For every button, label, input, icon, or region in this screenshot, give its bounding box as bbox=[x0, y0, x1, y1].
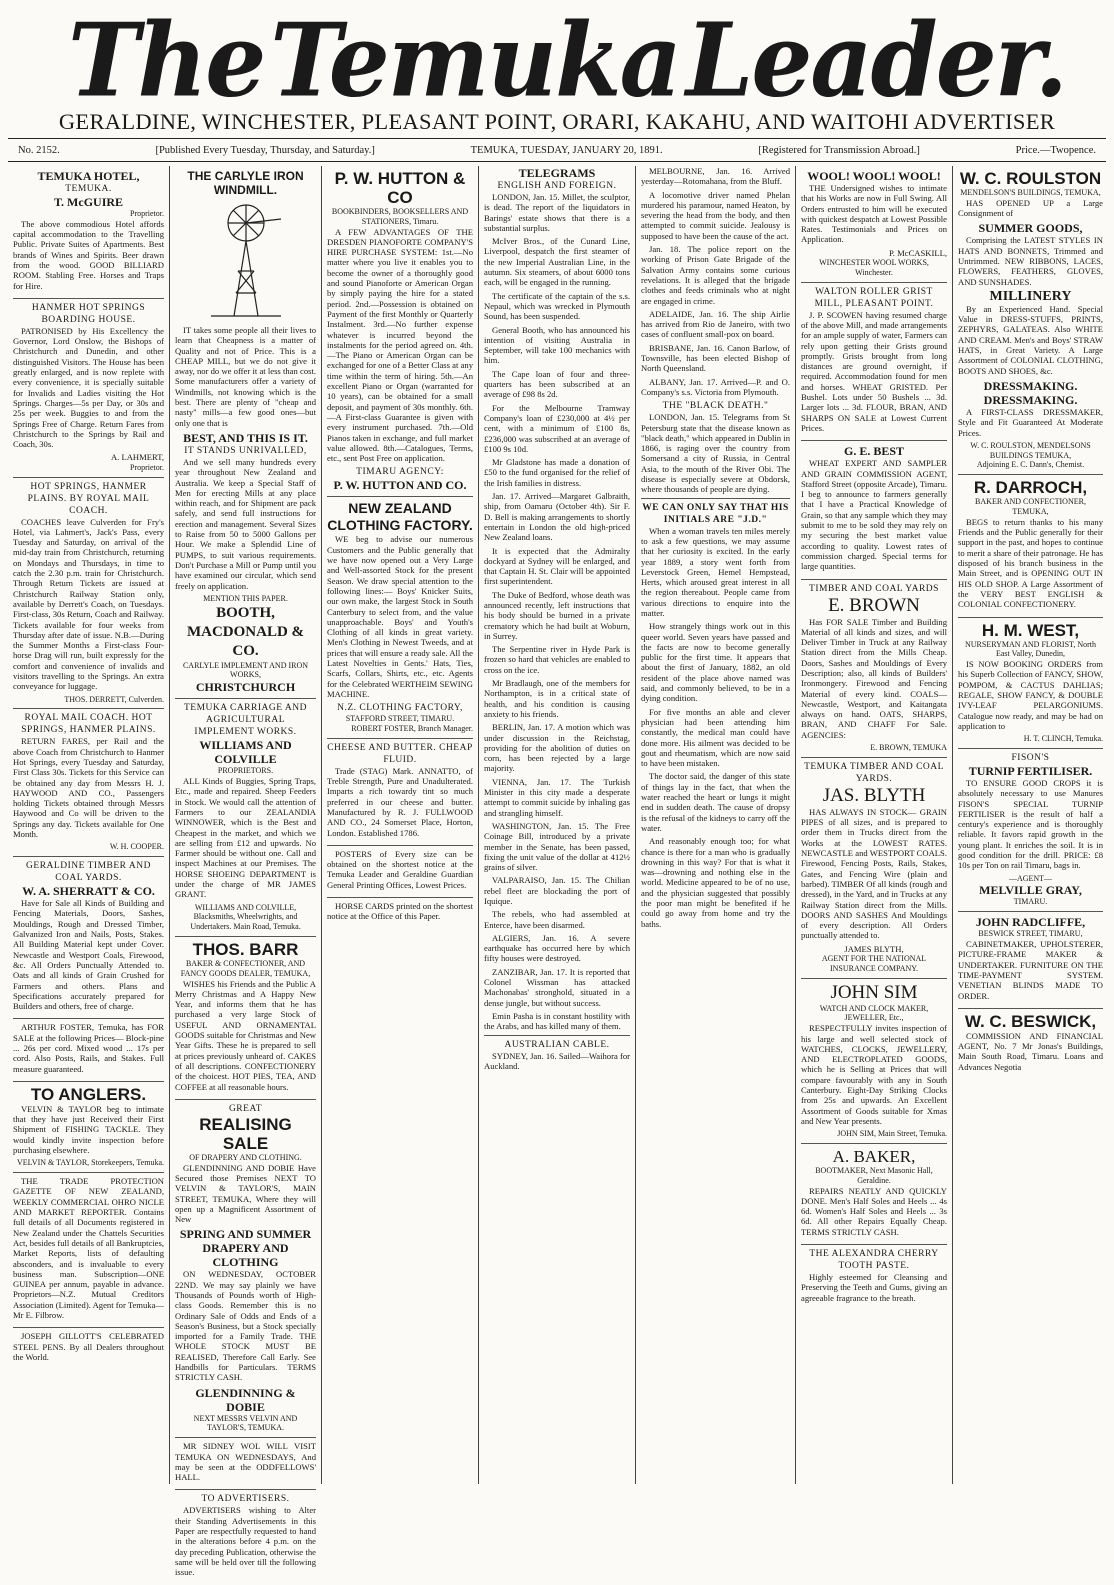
ad-hanmer-boarding bbox=[13, 299, 164, 478]
ad-sub: MENDELSON'S BUILDINGS, TEMUKA, bbox=[960, 188, 1101, 197]
ad-sub: OF DRAPERY AND CLOTHING. bbox=[189, 1152, 302, 1162]
telegram-item: ALBANY, Jan. 17. Arrived—P. and O. Company's s.s. Victoria from Plymouth. bbox=[641, 376, 790, 397]
ad-firm: W. A. SHERRATT & CO. bbox=[22, 884, 155, 899]
ad-horse-cards bbox=[327, 898, 473, 929]
ad-owner: VELVIN & TAYLOR, Storekeepers, Temuka. bbox=[16, 1158, 164, 1168]
issue-number: No. 2152. bbox=[18, 144, 60, 156]
article-paragraph: For five months an able and clever physician had been attending him constantly, the medical man could have done more. His ailment was decided to be gout and rheumatism, which are now said to have been mistaken. bbox=[641, 706, 790, 769]
columns bbox=[8, 166, 1106, 1578]
dateline bbox=[8, 138, 1106, 162]
ad-role: PROPRIETORS. bbox=[217, 766, 274, 776]
ad-owner: THOS. DERRETT, Culverden. bbox=[64, 694, 164, 704]
telegram-item: MELBOURNE, Jan. 16. Arrived yesterday—Rotomahana, from the Bluff. bbox=[641, 166, 790, 187]
ad-body: Has FOR SALE Timber and Building Material of all kinds and sizes, and will Deliver Timber in Truck at any Railway Station direct from the Mills Cheap. Doors, Sashes and Mouldings of Every Description; also, all kinds of Builders' Ironmongery. Firewood and Fencing Material of every kind. COALS—Newcastle, Westport, and Kaitangata always on hand. OATS, SHARPS, BRAN, AND CHAFF For Sale. AGENCIES: bbox=[801, 616, 947, 740]
ad-title: HOT SPRINGS, HANMER PLAINS. BY ROYAL MAIL COACH. bbox=[27, 481, 150, 516]
ad-subhead: IT STANDS UNRIVALLED, bbox=[184, 445, 307, 456]
ad-title-top: FISON'S bbox=[1011, 752, 1050, 763]
ad-body: ON WEDNESDAY, OCTOBER 22ND. We may say plainly we have Thousands of Pounds worth of High-class Goods. Remember this is no Ordinary Sale of Odds and Ends of a Season's Business, but a Stock specially imported for a Family Trade. THE WHOLE STOCK MUST BE REALISED, Therefore Call Early. See Handbills for Particulars. TERMS STRICTLY CASH. bbox=[175, 1269, 316, 1383]
ad-body: J. P. SCOWEN having resumed charge of the above Mill, and made arrangements for an ample supply of water, Farmers can rely upon getting their Grists ground promptly. Grists brought from long distances are ground overnight, if required. Accommodation found for men and horses. WHEAT GRISTED. Per Bushel. Lots under 50 Bushels ... 3d. Larger lots ... 3d. FLOUR, BRAN, AND SHARPS ON SALE at Lowest Current Prices. bbox=[801, 309, 947, 433]
ad-role: Proprietor. bbox=[130, 462, 164, 472]
ad-agency: TIMARU AGENCY: bbox=[356, 467, 444, 478]
ad-body: COMMISSION AND FINANCIAL AGENT, No. 7 Mr Jonas's Buildings, Main South Road, Timaru. Loans and Advances Negotia bbox=[958, 1030, 1103, 1072]
ad-owner: JAMES BLYTH, bbox=[844, 943, 904, 954]
ad-body: HAS ALWAYS IN STOCK— GRAIN PIPES of all sizes, and is prepared to order them in Trucks direct from the Works at the LOWEST RATES. NEWCASTLE and WESTPORT COALS. Firewood, Fencing Posts, Rails, Stakes, Gates, and Fencing Wire (plain and barbed). TIMBER Of all kinds (rough and dressed), in the Yard, and in Trucks at any Railway Station direct from the Mills. DOORS AND SASHES And Mouldings of every description. All Orders punctually attended to. bbox=[801, 806, 947, 941]
column-6 bbox=[796, 166, 953, 1484]
ad-body: THE TRADE PROTECTION GAZETTE OF NEW ZEALAND, WEEKLY COMMERCIAL OHRO NICLE AND MARKET REPORTER. Contains full details of all Documents registered in New Zealand under the Chattels Securities Act, besides full details of all Bankruptcies, Market Reports, lists of defaulting absconders, and is invaluable to every business man. Subscription—ONE GUINEA per annum, payable in advance. Proprietors—N.Z. Mutual Creditors Association (Limited). Agent for Temuka—Mr E. Filbrow. bbox=[13, 1176, 164, 1321]
article-paragraph: When a woman travels ten miles merely to ask a few questions, we may assume that her curiosity is excited. In the early year 1889, a story went forth from Leverstock Green, Hemel Hempstead, Herts, which aroused great interest in all the region thereabout. People came from various directions to enquire into the matter. bbox=[641, 525, 790, 618]
ad-title: W. C. BESWICK, bbox=[964, 1011, 1097, 1031]
telegram-item: Jan. 17. Arrived—Margaret Galbraith, ship, from Oamaru (October 4th). Sir F. D. Bell is making arrangements to shortly entertain in London the old high-priced New Zealand loans. bbox=[484, 491, 630, 543]
ad-temuka-hotel bbox=[13, 166, 164, 299]
ad-body: A FIRST-CLASS DRESSMAKER, Style and Fit Guaranteed At Moderate Prices. bbox=[958, 406, 1103, 438]
ad-title: CHEESE AND BUTTER. CHEAP FLUID. bbox=[327, 742, 473, 765]
ad-to-advertisers bbox=[175, 1490, 316, 1584]
ad-owner: T. McGUIRE bbox=[53, 195, 124, 209]
ad-owner: A. LAHMERT, bbox=[110, 452, 164, 463]
ad-title: TEMUKA CARRIAGE AND AGRICULTURAL IMPLEMENT WORKS. bbox=[184, 703, 307, 738]
ad-title: TEMUKA HOTEL, bbox=[37, 169, 140, 183]
ad-title: R. DARROCH, bbox=[973, 478, 1088, 498]
ad-e-brown bbox=[801, 580, 947, 758]
issue-price: Price.—Twopence. bbox=[1015, 144, 1096, 156]
ad-firm-sub: CARLYLE IMPLEMENT AND IRON WORKS, bbox=[182, 660, 309, 680]
ad-thos-barr bbox=[175, 937, 316, 1100]
telegram-item: BRISBANE, Jan. 16. Canon Barlow, of Townsville, has been elected Bishop of North Queensland. bbox=[641, 342, 790, 374]
ad-geraldine-timber bbox=[13, 857, 164, 1019]
ad-body: The above commodious Hotel affords capital accommodation to the Travelling Public. Private Suites of Apartments. Best brands of Wines and Spirits. Beer drawn from the wood. GOOD BILLIARD ROOM. Stabling Free. Horses and Traps for Hire. bbox=[13, 218, 164, 291]
ad-body: BEGS to return thanks to his many Friends and the Public generally for their support in the past, and hopes to continue to merit a share of their patronage. He has disposed of his branch business in the Main Street, and is OPENING OUT IN HIS OLD SHOP. A Large Assortment of the VERY BEST ENGLISH & COLONIAL CONFECTIONERY. bbox=[958, 516, 1103, 610]
ad-title: THE ALEXANDRA CHERRY TOOTH PASTE. bbox=[809, 1249, 939, 1272]
column-2 bbox=[170, 166, 322, 1578]
telegram-item: ADELAIDE, Jan. 16. The ship Airlie has arrived from Rio de Janeiro, with two cases of confluent small-pox on board. bbox=[641, 308, 790, 340]
telegram-item: General Booth, who has announced his intention of visiting Australia in September, will take 100 mechanics with him. bbox=[484, 324, 630, 366]
ad-firm: N.Z. CLOTHING FACTORY, bbox=[337, 703, 463, 714]
telegram-item: Mr Bradlaugh, one of the members for Northampton, is in a critical state of health, and his condition is causing anxiety to his friends. bbox=[484, 678, 630, 719]
ad-title: TO ADVERTISERS. bbox=[201, 1494, 290, 1505]
telegrams-heading: TELEGRAMS bbox=[518, 166, 596, 180]
ad-pw-hutton bbox=[327, 166, 473, 497]
ad-sub: BESWICK STREET, TIMARU, bbox=[978, 929, 1083, 939]
ad-title: JOHN RADCLIFFE, bbox=[975, 915, 1086, 930]
masthead-word-3: Leader. bbox=[685, 1, 1066, 120]
ad-wool bbox=[801, 166, 947, 283]
windmill-illustration bbox=[206, 201, 286, 321]
telegram-item: For the Melbourne Tramway Company's loan of £230,000 at 4½ per cent, with a minimum of £100 8s, £236,000 was subscribed at an average of £100 9s 10d. bbox=[484, 402, 630, 454]
ad-title: WOOL! WOOL! WOOL! bbox=[807, 169, 941, 183]
ad-john-sim bbox=[801, 979, 947, 1144]
telegram-item: The certificate of the captain of the s.s. Nepaul, which was wrecked in Plymouth Sound, has been suspended. bbox=[484, 290, 630, 322]
column-1 bbox=[8, 166, 170, 1484]
ad-agent: MELVILLE GRAY, bbox=[979, 883, 1082, 898]
ad-body: ADVERTISERS wishing to Alter their Standing Advertisements in this Paper are respectfully requested to hand in the alterations before 4 p.m. on the day preceding Publication, otherwise the same will be held over till the following issue. bbox=[175, 1505, 316, 1578]
telegram-item: VIENNA, Jan. 17. The Turkish Minister in this city made a desperate attempt to commit suicide by inhaling gas and strangling himself. bbox=[484, 776, 630, 818]
ad-wc-roulston bbox=[958, 166, 1103, 475]
ad-title: ROYAL MAIL COACH. HOT SPRINGS, HANMER PLAINS. bbox=[21, 713, 156, 736]
ad-title: H. M. WEST, bbox=[981, 620, 1080, 640]
telegrams-subheading: ENGLISH AND FOREIGN. bbox=[497, 181, 617, 191]
ad-title: REALISING SALE bbox=[199, 1114, 292, 1153]
ad-title: TIMBER AND COAL YARDS bbox=[809, 583, 939, 594]
ad-headline: BEST, AND THIS IS IT. bbox=[183, 430, 308, 445]
ad-royal-mail bbox=[13, 709, 164, 857]
ad-realising-sale bbox=[175, 1100, 316, 1438]
ad-ge-best bbox=[801, 441, 947, 579]
issue-date: TEMUKA, TUESDAY, JANUARY 20, 1891. bbox=[470, 144, 663, 156]
ad-body: GLENDINNING AND DOBIE Have Secured those Premises NEXT TO VELVIN & TAYLOR'S, MAIN STREET, TEMUKA, Where they will open up a Magnificent Assortment of New bbox=[175, 1162, 316, 1225]
telegram-item: VALPARAISO, Jan. 15. The Chilian rebel fleet are blockading the port of Iquique. bbox=[484, 875, 630, 906]
column-5 bbox=[636, 166, 796, 1484]
initials-heading: WE CAN ONLY SAY THAT HIS INITIALS ARE "J.D." bbox=[641, 498, 790, 526]
ad-firm: JAS. BLYTH bbox=[822, 784, 926, 806]
black-death-heading: THE "BLACK DEATH." bbox=[662, 401, 769, 412]
ad-body: COACHES leave Culverden for Fry's Hotel, via Lahmert's, Jack's Pass, every Tuesday and Saturday, on arrival of the mid-day train from Christchurch, returning on Mondays and Thursdays, in time to catch the 2.30 p.m. train for Christchurch. Through Return Tickets are issued at Christchurch Railway Station only, available by Derrett's Coach, on Tuesdays. First-class, 30s Return, Coach and Railway. Tickets available for four weeks from Thursday after date of issue. N.B.—During the Summer Months a First-class Four-horse Drag will run, built expressly for the comfort and convenience of invalids and visitors travelling to the Springs. An extra conveyance for luggage. bbox=[13, 516, 164, 692]
publication-schedule: [Published Every Tuesday, Thursday, and Saturday.] bbox=[155, 144, 375, 156]
ad-firm-sub: NEXT MESSRS VELVIN AND TAYLOR'S, TEMUKA. bbox=[193, 1413, 298, 1433]
registration-note: [Registered for Transmission Abroad.] bbox=[758, 144, 920, 156]
ad-gillott-pens bbox=[13, 1328, 164, 1369]
ad-title: G. E. BEST bbox=[843, 444, 905, 459]
ad-title: WALTON ROLLER GRIST MILL, PLEASANT POINT. bbox=[814, 286, 934, 309]
ad-body: By an Experienced Hand. Special Value in DRESS-STUFFS, PRINTS, ZEPHYRS, GALATEAS. Also WHITE AND CREAM. Men's and Boys' STRAW HATS, in Great Variety. A Large Assortment of COLONIAL CLOTHING, BOOTS AND SHOES, &c. bbox=[958, 303, 1103, 376]
telegram-item: SYDNEY, Jan. 16. Sailed—Waihora for Auckland. bbox=[484, 1050, 630, 1071]
ad-john-radcliffe bbox=[958, 912, 1103, 1009]
ad-body: HAS OPENED UP a Large Consignment of bbox=[958, 197, 1103, 219]
ad-title: THOS. BARR bbox=[192, 939, 299, 959]
ad-body: Trade (STAG) Mark. ANNATTO, of Treble Strength, Pure and Unadulterated. Imparts a rich towardy tint so much preferred in our cheese and butter. Manufactured by R. J. FULLWOOD AND CO., 24 Somerset Place, Horton, London. Established 1786. bbox=[327, 765, 473, 838]
ad-body: PATRONISED by His Excellency the Governor, Lord Onslow, the Bishops of Christchurch and Dunedin, and other distinguished Visitors. The House has been greatly enlarged, and is now replete with every convenience, it is specially suitable for Invalids and Ladies visiting the Hot Springs. Charges—5s per Day, or 30s and 25s per week. Buggies to and from the Springs Free of Charge. Return Fares from Christchurch to the Springs by Rail and Coach, 30s. bbox=[13, 325, 164, 450]
telegram-item: ZANZIBAR, Jan. 17. It is reported that Colonel Wissman has attacked Machonabas' stronghold, situated in a dense jungle, but without success. bbox=[484, 966, 630, 1008]
ad-role: Proprietor. bbox=[130, 209, 164, 218]
ad-role: AGENT FOR THE NATIONAL INSURANCE COMPANY. bbox=[821, 954, 927, 973]
ad-hot-springs-coach bbox=[13, 478, 164, 710]
ad-body: HORSE CARDS printed on the shortest notice at the Office of this Paper. bbox=[327, 901, 473, 922]
ad-title: A. BAKER, bbox=[832, 1146, 916, 1166]
telegram-item: BERLIN, Jan. 17. A motion which was under discussion in the Reichstag, providing for the abolition of duties on corn, has been rejected by a large majority. bbox=[484, 722, 630, 774]
ad-owner: ROBERT FOSTER, Branch Manager. bbox=[351, 723, 473, 733]
telegram-item: A locomotive driver named Phelan murdered his paramour, named Heaton, by severing the head from the body, and then attempted to commit suicide. Jealousy is supposed to have been the cause of the act. bbox=[641, 189, 790, 241]
ad-sub: BOOTMAKER, Next Masonic Hall, Geraldine. bbox=[815, 1165, 933, 1185]
ad-title: TEMUKA TIMBER AND COAL YARDS. bbox=[804, 761, 944, 784]
ad-body: A FEW ADVANTAGES OF THE DRESDEN PIANOFORTE COMPANY'S HIRE PURCHASE SYSTEM: 1st.—No matter where you live it enables you to become the owner of a thoroughly good and sound Pianoforte or American Organ by simply paying the hire for a stated period. 2nd.—Possession is obtained on Payment of the first Monthly or Quarterly Instalment. 3rd.—No further expense whatever is incurred beyond the instalments for the period agreed on. 4th.—The Piano or American Organ can be exchanged for one of a Better Class at any time within the term of hiring. 5th.—An excellent Piano or Organ (warranted for 10 years), can be obtained for a small deposit, and payment of 30s monthly. 6th.—A First-class Guarantee is given with every instrument purchased. 7th.—Old Pianos taken in exchange, and full market value allowed. 8th.—Catalogues, Terms, etc., sent Post Free on application. bbox=[327, 226, 473, 464]
ad-body: REPAIRS NEATLY AND QUICKLY DONE. Men's Half Soles and Heels ... 4s 6d. Women's Half Soles and Heels ... 3s 6d. All other Repairs Equally Cheap. TERMS STRICTLY CASH. bbox=[801, 1185, 947, 1237]
ad-trade-gazette bbox=[13, 1173, 164, 1328]
ad-title: GERALDINE TIMBER AND COAL YARDS. bbox=[26, 861, 151, 884]
ad-headline: MILLINERY bbox=[989, 288, 1072, 304]
ad-arthur-foster bbox=[13, 1019, 164, 1081]
ad-body: Highly esteemed for Cleansing and Preserving the Teeth and Gums, giving an agreeable fragrance to the breath. bbox=[801, 1272, 947, 1303]
ad-r-darroch bbox=[958, 475, 1103, 617]
ad-body: RETURN FARES, per Rail and the above Coach from Christchurch to Hanmer Hot Springs, every Tuesday and Saturday, First Class 30s. Tickets for this Service can be obtained any day from Messrs H. J. HAYWOOD AND CO., Passengers holding Tickets obtained through Messrs Haywood and Co will be driven to the Springs any day. Tickets available for One Month. bbox=[13, 736, 164, 840]
telegram-item: Emin Pasha is in constant hostility with the Arabs, and has killed many of them. bbox=[484, 1010, 630, 1032]
telegram-item: The Duke of Bedford, whose death was announced recently, left instructions that his body should be burned in a private crematory which he had built at Woburn, in Surrey. bbox=[484, 589, 630, 641]
telegram-item: WASHINGTON, Jan. 15. The Free Coinage Bill, introduced by a private member in the Senate, has been passed, fixing the unit value of the dollar at 412½ grains of silver. bbox=[484, 820, 630, 873]
telegram-item: It is expected that the Admiralty dockyard at Sydney will be enlarged, and that Captain H. St. Clair will be appointed first superintendent. bbox=[484, 545, 630, 587]
masthead-word-2: Temuka bbox=[270, 1, 680, 120]
ad-williams-colville bbox=[175, 699, 316, 937]
ad-title-top: GREAT bbox=[228, 1103, 263, 1114]
ad-owner: JOHN SIM, Main Street, Temuka. bbox=[837, 1129, 947, 1139]
ad-note: MENTION THIS PAPER. bbox=[203, 593, 288, 603]
ad-body: WHEAT EXPERT AND SAMPLER AND GRAIN COMMISSION AGENT, Stafford Street (opposite Arcade), Timaru. I beg to announce to farmers generally that I have a Practical Knowledge of Grain, so that any sample which they may submit to me to be sold they may rely on my securing the best market value according to quality. Lowest rates of commission charged. Special terms for large quantities. bbox=[801, 458, 947, 572]
column-3 bbox=[322, 166, 479, 1484]
ad-owner: W. C. ROULSTON, MENDELSONS BUILDINGS TEMUKA, bbox=[970, 440, 1091, 460]
ad-owner: WILLIAMS AND COLVILLE, Blacksmiths, Wheelwrights, and Undertakers. Main Road, Temuka. bbox=[190, 902, 301, 932]
masthead-subtitle: GERALDINE, WINCHESTER, PLEASANT POINT, ORARI, KAKAHU, AND WAITOHI ADVERTISER bbox=[58, 109, 1056, 134]
telegram-item: The Serpentine river in Hyde Park is frozen so hard that vehicles are enabled to cross on the ice. bbox=[484, 644, 630, 675]
ad-title: THE CARLYLE IRON WINDMILL. bbox=[187, 169, 304, 197]
ad-wc-beswick bbox=[958, 1009, 1103, 1079]
ad-body: Comprising the LATEST STYLES IN HATS AND BONNETS, Trimmed and Untrimmed. NEW RIBBONS, LACES, FLOWERS, FEATHERS, GLOVES, AND SUNSHADES. bbox=[958, 235, 1103, 287]
ad-agent: P. W. HUTTON AND CO. bbox=[333, 478, 467, 493]
ad-to-anglers bbox=[13, 1082, 164, 1173]
ad-walton-mill bbox=[801, 283, 947, 442]
ad-owner: H. T. CLINCH, Temuka. bbox=[1023, 734, 1103, 744]
telegram-item: Mr Gladstone has made a donation of £50 to the fund organised for the relief of the Irish families in distress. bbox=[484, 457, 630, 488]
masthead bbox=[8, 1, 1106, 120]
ad-posters bbox=[327, 846, 473, 898]
ad-hm-west bbox=[958, 618, 1103, 749]
telegram-item: LONDON, Jan. 15. Millet, the sculptor, is dead. The report of the liquidators in Barings' estate shows that there is a substantial surplus. bbox=[484, 192, 630, 233]
ad-title: TURNIP FERTILISER. bbox=[968, 763, 1093, 778]
ad-cherry-paste bbox=[801, 1245, 947, 1310]
ad-title: NEW ZEALAND CLOTHING FACTORY. bbox=[327, 500, 473, 534]
ad-body: VELVIN & TAYLOR beg to intimate that they have just Received their First Shipment of FISHING TACKLE. They would kindly invite inspection before purchasing elsewhere. bbox=[13, 1103, 164, 1156]
ad-title: TO ANGLERS. bbox=[30, 1084, 147, 1104]
ad-body: TO ENSURE GOOD CROPS it is absolutely necessary to use Manures FISON'S SPECIAL TURNIP FERTILISER is the result of half a century's experience and is thoroughly reliable. It favors rapid growth in the young plant. It enriches the soil. It is in good condition for the drill. PRICE: £8 10s per Ton on rail Timaru, bags in. bbox=[958, 777, 1103, 871]
telegram-item: LONDON, Jan. 15. Telegrams from St Petersburg state that the disease known as "black death," which appeared in Dublin in 1866, is raging over the country from Somersand a city of Russia, in Central Asia, to the mouth of the River Obi. The disease is especially severe at Obdorsk, where thousands of people are dying. bbox=[641, 412, 790, 495]
ad-firm: E. BROWN bbox=[828, 594, 920, 616]
ad-agent-label: —AGENT— bbox=[1008, 873, 1053, 883]
telegram-item: McIver Bros., of the Cunard Line, Liverpool, despatch the first steamer of the new Imperial Australian Line, in the autumn. Six steamers, of about 6000 tons each, will be engaged in the running. bbox=[484, 236, 630, 288]
ad-jas-blyth bbox=[801, 758, 947, 979]
ad-sub: NURSERYMAN AND FLORIST, North East Valley, Dunedin, bbox=[965, 639, 1096, 659]
column-7 bbox=[953, 166, 1108, 1484]
ad-sub: BOOKBINDERS, BOOKSELLERS AND STATIONERS, Timaru. bbox=[331, 207, 469, 226]
column-4 bbox=[479, 166, 636, 1484]
ad-body: RESPECTFULLY invites inspection of his large and well selected stock of WATCHES, CLOCKS, JEWELLERY, AND ELECTROPLATED GOODS, which he is Selling at Prices that will compare favourably with any in South Canterbury. Eight-Day Striking Clocks from 25s and upwards. An Excellent Assortment of Goods suitable for Xmas and New Year presents. bbox=[801, 1023, 947, 1126]
ad-cheese-butter bbox=[327, 739, 473, 846]
australian-cable-heading: AUSTRALIAN CABLE. bbox=[484, 1035, 630, 1051]
ad-body: IT takes some people all their lives to learn that Cheapness is a matter of Quality and not of Price. This is a CHEAP MILL, but we do not give it away, nor do we offer it at less than cost. Some manufacturers offer a variety of Windmills, not knowing which is the best. There are plenty of "cheap and nasty" mills—a few good ones—but only one that is bbox=[175, 325, 316, 428]
ad-a-baker bbox=[801, 1144, 947, 1245]
ad-body: MR SIDNEY WOL WILL VISIT TEMUKA ON WEDNESDAYS, And may be seen at the ODDFELLOWS' HALL. bbox=[175, 1441, 316, 1483]
ad-body: And we sell many hundreds every year throughout New Zealand and Australia. We keep a Special Staff of Men for erecting Mills at any place within reach, and for Shipment are pack safely, and send full instructions for erection and management. Several Sizes to Raise from 50 to 5000 Gallons per Hour. We make a Splendid Line of PUMPS, to suit various requirements. Don't Purchase a Mill or Pump until you have examined our circular, which send freely on application. bbox=[175, 456, 316, 591]
ad-address: Adjoining E. C. Dann's, Chemist. bbox=[976, 460, 1085, 470]
ad-owner: E. BROWN, TEMUKA bbox=[870, 743, 947, 753]
ad-title: P. W. HUTTON & CO bbox=[334, 169, 466, 207]
ad-sidney-wol bbox=[175, 1438, 316, 1490]
ad-body: WE beg to advise our numerous Customers and the Public generally that we have now opened out a Very Large and Well-assorted Stock for the present Season. We draw special attention to the following lines:— Boys' Knicker Suits, our own make, the largest Stock in South Canterbury to select from, and the value unapproachable. Boys' and Youth's Clothing of all kinds in great variety. Men's Clothing in Newest Tweeds, and at prices that will ensure a ready sale. All the Latest Novelties in Gents.' Hats, Ties, Scarfs, Collars, Shirts, etc., etc. Agents for the Celebrated WERTHEIM SEWING MACHINE. bbox=[327, 534, 473, 699]
telegram-item: Jan. 18. The police report on the working of Prison Gate Brigade of the Salvation Army contains some curious revelations. It is alleged that the brigade clothes and feeds criminals who at night are engaged in crime. bbox=[641, 244, 790, 306]
ad-body: WISHES his Friends and the Public A Merry Christmas and A Happy New Year, and informs them that he has purchased a very large Stock of USEFUL AND ORNAMENTAL GOODS suitable for Christmas and New Year Gifts. These he is prepared to sell at prices previously unheard of. CAKES of all descriptions. CONFECTIONERY of the choicest. HOT PIES, TEA, AND COFFEE at all reasonable hours. bbox=[175, 978, 316, 1092]
ad-place: TEMUKA. bbox=[65, 184, 112, 194]
ad-owner: W. H. COOPER. bbox=[109, 842, 164, 852]
ad-title: JOHN SIM bbox=[830, 981, 918, 1003]
ad-body: Have for Sale all Kinds of Building and Fencing Materials, Doors, Sashes, Mouldings, Rough and Dressed Timber, Galvanized Iron and Nails, Posts, Stakes. All Building Material kept under Cover. Newcastle and Westport Coals, Firewood, &c. All Orders Punctually Attended to. Oats and all kinds of Grain Crushed for Farmers and others. Plans and Specifications accurately prepared for Builders and others, free of charge. bbox=[13, 898, 164, 1012]
ad-address: WINCHESTER WOOL WORKS, Winchester. bbox=[819, 258, 929, 277]
article-paragraph: The doctor said, the danger of this state of things lay in the fact, that when the water reached the heart or lungs it might end in sudden death. The cause of dropsy is the refusal of the kidneys to carry off the water. bbox=[641, 771, 790, 833]
masthead-word-1: The bbox=[68, 1, 265, 120]
ad-headline: DRESSMAKING. DRESSMAKING. bbox=[983, 378, 1078, 407]
ad-fisons bbox=[958, 749, 1103, 912]
article-paragraph: How strangely things work out in this queer world. Seven years have passed and the facts are now to become generally public for the first time. It appears that about the first of January, 1882, an old resident of the place above named was said, and commonly believed, to be in a dying condition. bbox=[641, 621, 790, 704]
ad-carlyle-windmill bbox=[175, 166, 316, 699]
ad-body: CABINETMAKER, UPHOLSTERER, PICTURE-FRAME MAKER & UNDERTAKER. FURNITURE ON THE TIME-PAYMENT SYSTEM. VENETIAN BLINDS MADE TO ORDER. bbox=[958, 939, 1103, 1001]
telegram-item: The rebels, who had assembled at Enterce, have been disarmed. bbox=[484, 909, 630, 930]
ad-firm: BOOTH, MACDONALD & CO. bbox=[186, 604, 305, 659]
ad-body: THE Undersigned wishes to intimate that his Works are now in Full Swing. All Orders entrusted to him will be executed with quickest despatch at Lowest Possible Rates. Testimonials and Prices on Application. bbox=[801, 183, 947, 245]
ad-sub: BAKER AND CONFECTIONER, TEMUKA, bbox=[975, 497, 1086, 517]
ad-headline: SPRING AND SUMMER DRAPERY AND CLOTHING bbox=[179, 1227, 312, 1270]
telegram-item: ALGIERS, Jan. 16. A severe earthquake has occurred here by which fifty houses were destroyed. bbox=[484, 932, 630, 964]
ad-city: CHRISTCHURCH bbox=[195, 680, 296, 695]
ad-firm: WILLIAMS AND COLVILLE bbox=[199, 738, 292, 767]
ad-title: W. C. ROULSTON bbox=[959, 169, 1102, 188]
telegram-item: The Cape loan of four and three-quarters has been subscribed at an average of £98 8s 2d. bbox=[484, 368, 630, 400]
ad-city: TIMARU. bbox=[1013, 897, 1048, 907]
ad-address: STAFFORD STREET, TIMARU. bbox=[345, 714, 455, 724]
article-paragraph: And reasonably enough too; for what chance is there for a man who is gradually drowning in this way? For that is what it was—drowning and nothing else in the world. Medicine appeared to be of no use, and the physician suggested that possibly the poor man might be benefited if he could go away from home and try the baths. bbox=[641, 836, 790, 929]
ad-firm: GLENDINNING & DOBIE bbox=[195, 1385, 296, 1414]
ad-nz-clothing-factory bbox=[327, 497, 473, 738]
ad-sub: BAKER & CONFECTIONER, AND FANCY GOODS DEALER, TEMUKA, bbox=[180, 958, 311, 978]
ad-body: JOSEPH GILLOTT'S CELEBRATED STEEL PENS. By all Dealers throughout the World. bbox=[13, 1331, 164, 1362]
ad-title: HANMER HOT SPRINGS BOARDING HOUSE. bbox=[31, 302, 146, 325]
ad-owner: P. McCASKILL, bbox=[888, 247, 947, 258]
ad-headline: SUMMER GOODS, bbox=[978, 221, 1083, 236]
ad-body: ARTHUR FOSTER, Temuka, has FOR SALE at the following Prices— Block-pine ... 26s per cord. Mixed wood ... 17s per cord. Also Posts, Rails, and Stakes. Full measure guaranteed. bbox=[13, 1022, 164, 1074]
ad-body: POSTERS of Every size can be obtained on the shortest notice at the Temuka Leader and Geraldine Guardian General Printing Offices, Lowest Prices. bbox=[327, 848, 473, 890]
ad-sub: WATCH AND CLOCK MAKER, JEWELLER, Etc., bbox=[819, 1003, 929, 1023]
ad-body: ALL Kinds of Buggies, Spring Traps, Etc., made and repaired. Sheep Feeders in Stock. We would call the attention of Farmers to our ZEALANDIA WINNOWER, which is the Best and Cheapest in the market, and which we are selling from £12 and upwards. No Farmer should be without one. Call and inspect Machines at our Premises. The HORSE SHOEING DEPARTMENT is under the charge of MR JAMES GRANT. bbox=[175, 776, 316, 900]
ad-body: IS NOW BOOKING ORDERS from his Superb Collection of FANCY, SHOW, POMPOM, & CACTUS DAHLIAS; REGALE, SHOW FANCY, & DOUBLE IVY-LEAF PELARGONIUMS. Catalogue now ready, and may be had on application to bbox=[958, 659, 1103, 731]
